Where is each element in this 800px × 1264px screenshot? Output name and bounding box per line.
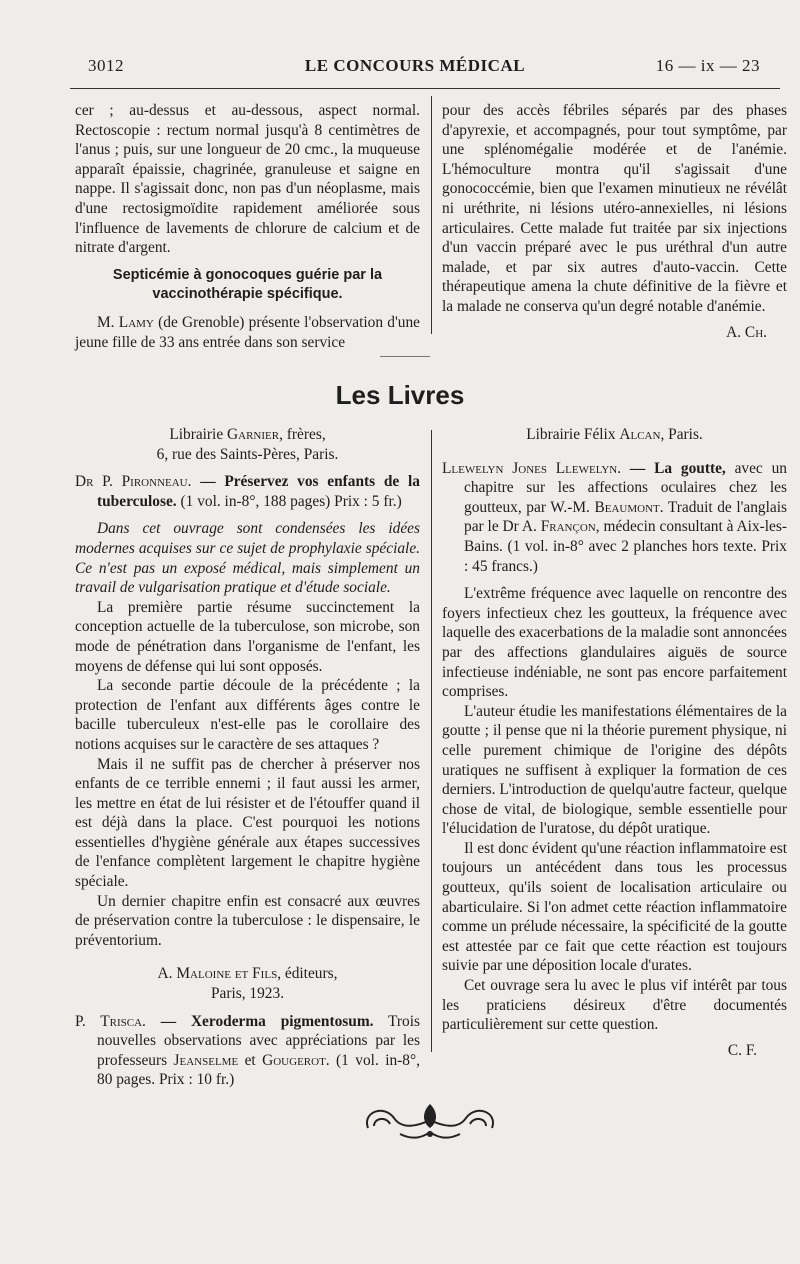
column-divider [431, 430, 432, 1052]
book-title: — Xeroderma pigmentosum. [160, 1012, 374, 1030]
article-paragraph: pour des accès fébriles séparés par des phases d'apyrexie, et accompagnés, pour tout symptôme, par une splénomégalie modérée et de l'anémie. L'hémoculture montra qu'il s'agissait d'une gonococcémie, bien que l'examen minutieux ne révélât ni uréthrite, ni lésions utéro-annexielles, ni lésions articulaires. Cette malade fut traitée par six injections d'un vaccin préparé avec le pus uréthral d'un autre malade, et par six autres d'auto-vaccin. Cette thérapeutique amena la chute définitive de la fièvre et la malade ne conserva qu'un degré notable d'anémie. [442, 102, 787, 315]
book-entry [75, 472, 420, 511]
issue-date: 16 — ix — 23 [655, 56, 760, 75]
review-paragraph: La première partie résume succinctement la conception actuelle de la tuberculose, son microbe, son mode de pénétration dans l'organisme de l'enfant, les moyens de défense qui lui sont opposés. [75, 598, 420, 675]
review-paragraph: Cet ouvrage sera lu avec le plus vif intérêt par tous les praticiens désireux d'être documentés particulièrement sur cette question. [442, 977, 787, 1034]
journal-title: LE CONCOURS MÉDICAL [304, 56, 526, 75]
review-paragraph: Mais il ne suffit pas de chercher à préserver nos enfants de ce terrible ennemi ; il faut aussi les armer, les mettre en état de lui résister et de l'étouffer quand il est déjà dans la place. C'est pourquoi les notions essentielles d'hygiène générale aux étapes successives de l'enfance complètent largement le chapitre hygiène spéciale. [75, 755, 420, 891]
book-author: Llewelyn Jones Llewelyn. [442, 459, 622, 477]
review-paragraph: L'extrême fréquence avec laquelle on rencontre des foyers infectieux chez les goutteux, la fréquence avec laquelle des exacerbations de la maladie sont annoncées par des affections glandulaires aiguës de source infectieuse indéniable, ne sont pas encore parfaitement comprises. [442, 585, 787, 701]
publisher-city: Paris, 1923. [210, 985, 285, 1003]
article-heading: Septicémie à gonocoques guérie par la vaccinothérapie spécifique. [112, 266, 383, 303]
book-author: P. Trisca. [75, 1012, 146, 1030]
signature: A. Ch. [726, 323, 767, 341]
author-name: Lamy [118, 313, 154, 331]
publisher-address: 6, rue des Saints-Pères, Paris. [156, 445, 339, 463]
review-paragraph: L'auteur étudie les manifestations élémentaires de la goutte ; il pense que ni la théorie purement physique, ni celle purement chimique de l'origine des dépôts uratiques ne suffisent à expliquer la formation de ces derniers. L'introduction de quelqu'autre facteur, quelque chose de vital, de biologique, semble essentielle pour l'élucidation de l'uratose, du dépôt uratique. [442, 702, 787, 838]
article-paragraph: cer ; au-dessus et au-dessous, aspect normal. Rectoscopie : rectum normal jusqu'à 8 centimètres de l'anus ; puis, sur une longueur de 20 cmc., la muqueuse apparaît épaissie, chagrinée, granuleuse et saigne en nappe. Il s'agissait donc, non pas d'un néoplasme, mais d'une rectosigmoïdite rapidement améliorée sous l'influence de lavements de chlorure de calcium et de nitrate d'argent. [75, 102, 420, 257]
review-paragraph: Il est donc évident qu'une réaction inflammatoire est toujours un antécédent dans tous les processus goutteux, qu'ils soient de localisation articulaire ou abarticulaire. Si l'on admet cette réaction inflammatoire comme un prélude nécessaire, la spécificité de la goutte est attestée par ce fait que cette réaction est toujours suivie par une déposition locale d'urates. [442, 839, 787, 975]
books-left-column [75, 425, 420, 1090]
section-divider [380, 356, 430, 357]
section-title: Les Livres [335, 380, 465, 410]
signature: C. F. [727, 1041, 757, 1059]
publisher-line: A. Maloine et Fils, éditeurs, [157, 965, 338, 983]
review-paragraph: La seconde partie découle de la précédente ; la protection de l'enfant aux différents âges contre le bacille tuberculeux n'est-elle pas le corollaire des notions acquises sur le caractère de ses attaques ? [75, 677, 420, 753]
floral-ornament-icon [360, 1098, 500, 1144]
book-entry: Llewelyn Jones Llewelyn. — La goutte, avec un chapitre sur les affections oculaires chez les goutteux, par W.-M. Beaumont. Traduit de l'anglais par le Dr A. Françon, médecin consultant à Aix-les-Bains. (1 vol. in-8° avec 2 planches hors texte. Prix : 45 francs.) [442, 459, 787, 575]
book-author: Dr P. Pironneau. [75, 473, 192, 491]
publisher-line: Librairie Garnier, frères, [169, 426, 326, 443]
page-number: 3012 [88, 56, 124, 75]
book-entry: P. Trisca. — Xeroderma pigmentosum. Trois nouvelles observations avec appréciations par les professeurs Jeanselme et Gougerot. (1 vol. in-8°, 80 pages. Prix : 10 fr.) [75, 1012, 420, 1089]
book-title: — La goutte, [629, 459, 726, 477]
top-right-column [442, 101, 787, 342]
header-rule [70, 88, 780, 89]
book-title: — Préservez vos enfants de la tuberculose. [97, 473, 420, 510]
article-paragraph: M. Lamy (de Grenoble) présente l'observation d'une jeune fille de 33 ans entrée dans son service [75, 313, 420, 351]
page-header [70, 56, 760, 84]
column-divider [431, 96, 432, 334]
review-paragraph: Un dernier chapitre enfin est consacré aux œuvres de préservation contre la tuberculose : le dispensaire, le préventorium. [75, 892, 420, 949]
publisher-line: Librairie Félix Alcan, Paris. [526, 426, 703, 443]
books-right-column [442, 425, 787, 1060]
top-left-column [75, 101, 420, 352]
book-details: (1 vol. in-8°, 188 pages) Prix : 5 fr.) [180, 492, 402, 510]
review-paragraph: Dans cet ouvrage sont condensées les idées modernes acquises sur ce sujet de prophylaxie spéciale. Ce n'est pas un exposé médical, mais simplement un travail de vulgarisation pratique et d'étude sociale. [75, 520, 420, 597]
